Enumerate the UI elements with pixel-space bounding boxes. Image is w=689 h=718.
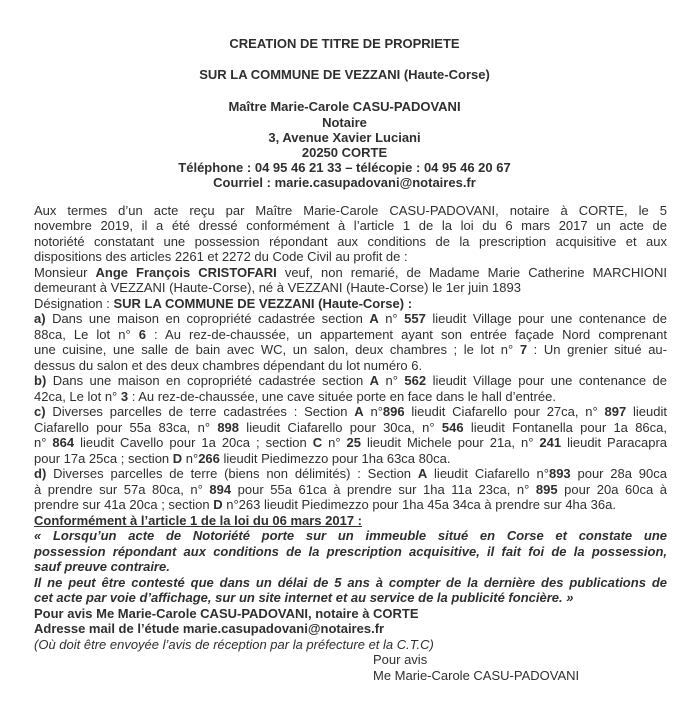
notary-name: Maître Marie-Carole CASU-PADOVANI [228, 99, 461, 115]
law-reference-heading: Conformément à l’article 1 de la loi du 06 mars 2017 : [34, 512, 363, 528]
parcels-c-paragraph: c) Diverses parcelles de terre cadastrées : Section A n°896 lieudit Ciafarello pour 27ca, n° 897 lieudit Ciafarello pour 55a 83ca, n° 898 lieudit Ciafarello pour 30ca, n° 546 lieudit Fontanella pour 1a 86ca, n° 864 lieudit Cavello pour 1a 20ca ; section C n° 25 lieudit Michele pour 21a, n° 241 lieudit Paracapra pour 17a 25ca ; section D n°266 lieudit Piedimezzo pour 1ha 63ca 80ca. [34, 404, 668, 466]
intro-paragraph: Aux termes d’un acte reçu par Maître Marie-Carole CASU-PADOVANI, notaire à CORTE, le 5 novembre 2019, il a été dressé conformément à l’article 1 de la loi du 6 mars 2017 un acte de notoriété constatant une possession répondant aux conditions de la prescription acquisitive et aux dispositions des articles 2261 et 2272 du Code Civil au profit de : [34, 202, 667, 265]
notary-phone-line: Téléphone : 04 95 46 21 33 – télécopie : 04 95 46 20 67 [178, 160, 511, 176]
reception-note-line: (Où doit être envoyée l’avis de réception par la préfecture et la C.T.C) [34, 636, 434, 652]
signature-block [373, 652, 667, 683]
parcels-d-paragraph: d) Diverses parcelles de terre (biens non délimités) : Section A lieudit Ciafarello n°893 pour 28a 90ca à prendre sur 57a 80ca, n° 894 pour 55a 61ca à prendre sur 1ha 11a 23ca, n° 895 pour 20a 60ca à prendre sur 41a 20ca ; section D n°263 lieudit Piedimezzo pour 1ha 45a 34ca à prendre sur 4ha 36a. [34, 466, 667, 513]
notary-block [0, 99, 689, 190]
study-email-line: Adresse mail de l’étude marie.casupadovani@notaires.fr [34, 621, 385, 637]
document-header [0, 36, 689, 191]
notary-address-city: 20250 CORTE [301, 145, 388, 161]
pour-avis-notaire-line: Pour avis Me Marie-Carole CASU-PADOVANI, notaire à CORTE [34, 605, 419, 621]
notary-role: Notaire [322, 114, 367, 130]
lot-b-paragraph: b) Dans une maison en copropriété cadastrée section A n° 562 lieudit Village pour une contenance de 42ca, Le lot n° 3 : Au rez-de-chaussée, une cave située porte en face dans le hall d’entrée. [34, 373, 667, 404]
designation-line: Désignation : SUR LA COMMUNE DE VEZZANI (Haute-Corse) : [34, 295, 413, 311]
document-subtitle: SUR LA COMMUNE DE VEZZANI (Haute-Corse) [199, 67, 490, 83]
notary-address-street: 3, Avenue Xavier Luciani [268, 129, 421, 145]
notary-email-line: Courriel : marie.casupadovani@notaires.fr [213, 175, 476, 191]
signature-pour-avis: Pour avis [373, 652, 428, 668]
beneficiary-paragraph: Monsieur Ange François CRISTOFARI veuf, non remarié, de Madame Marie Catherine MARCHIONI demeurant à VEZZANI (Haute-Corse), né à VEZZANI (Haute-Corse) le 1er juin 1893 [34, 264, 667, 296]
document-body [34, 203, 667, 684]
signature-name: Me Marie-Carole CASU-PADOVANI [373, 667, 580, 683]
law-quote-paragraph-1: « Lorsqu’un acte de Notoriété porte sur un immeuble situé en Corse et constate une possession répondant aux conditions de la prescription acquisitive, il fait foi de la possession, sauf preuve contraire. [34, 528, 667, 575]
document-title: CREATION DE TITRE DE PROPRIETE [229, 36, 460, 51]
lot-a-paragraph: a) Dans une maison en copropriété cadastrée section A n° 557 lieudit Village pour une contenance de 88ca, Le lot n° 6 : Au rez-de-chaussée, un appartement ayant son entrée façade Nord comprenant une cuisine, une salle de bain avec WC, un salon, deux chambres ; le lot n° 7 : Un grenier situé au- dessus du salon et des deux chambres dépendant du lot numéro 6. [34, 311, 667, 373]
law-quote-paragraph-2: Il ne peut être contesté que dans un délai de 5 ans à compter de la dernière des publications de cet acte par voie d’affichage, sur un site internet et au service de la publicité foncière. » [34, 574, 667, 606]
